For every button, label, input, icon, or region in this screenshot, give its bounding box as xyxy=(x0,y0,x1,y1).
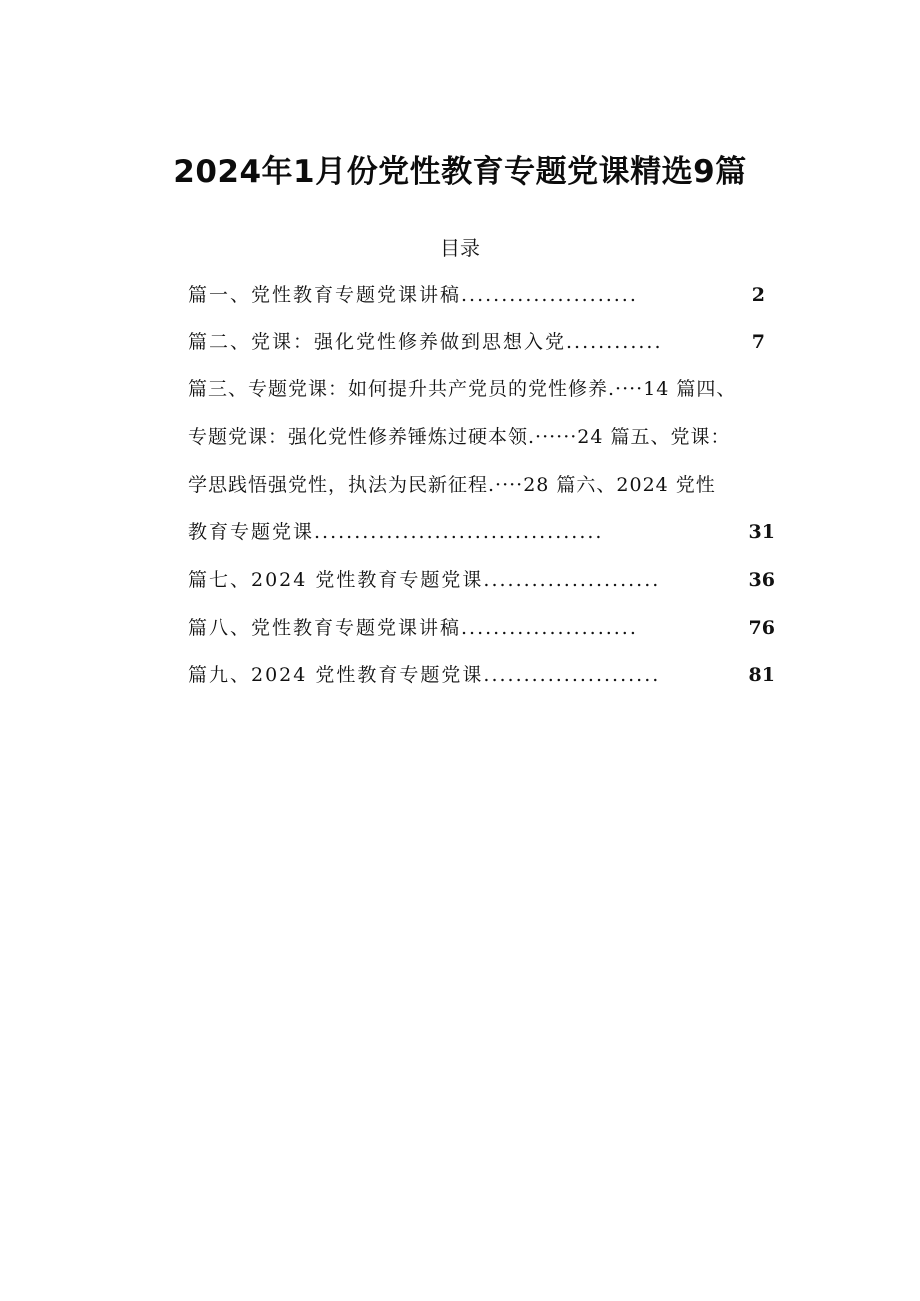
toc-entry-6[interactable] xyxy=(188,510,775,554)
toc-leader-dots: ...................... xyxy=(483,664,661,686)
toc-leader-dots: ...................... xyxy=(461,284,638,306)
toc-entry-text: 专题党课：强化党性修养锤炼过硬本领.······24 篇五、党课： xyxy=(188,426,731,448)
toc-entry-text: 篇九、2024 党性教育专题党课 xyxy=(188,664,484,686)
toc-entry-4[interactable] xyxy=(188,415,731,459)
toc-entry-text: 教育专题党课 xyxy=(188,521,315,543)
document-title: 2024年1月份党性教育专题党课精选9篇 xyxy=(173,154,747,190)
toc-entry-2[interactable] xyxy=(188,320,765,364)
toc-entry-text: 篇三、专题党课：如何提升共产党员的党性修养.····14 篇四、 xyxy=(188,378,737,400)
toc-leader-dots: ...................... xyxy=(483,569,661,591)
toc-heading: 目录 xyxy=(440,236,480,260)
toc-page-number: 7 xyxy=(751,331,765,353)
toc-leader-dots: .................................... xyxy=(314,521,604,543)
toc-entry-text: 篇七、2024 党性教育专题党课 xyxy=(188,569,484,591)
toc-page-number: 2 xyxy=(751,284,765,306)
toc-page-number: 31 xyxy=(748,521,775,543)
toc-entry-text: 篇二、党课：强化党性修养做到思想入党 xyxy=(188,331,567,353)
toc-page-number: 36 xyxy=(748,569,775,591)
toc-entry-5[interactable] xyxy=(188,463,716,507)
toc-leader-dots: ............ xyxy=(566,331,663,353)
toc-entry-9[interactable] xyxy=(188,653,775,697)
toc-entry-8[interactable] xyxy=(188,606,775,650)
toc-page-number: 81 xyxy=(748,664,775,686)
toc-entry-3[interactable] xyxy=(188,367,736,411)
toc-entry-text: 篇八、党性教育专题党课讲稿 xyxy=(188,617,462,639)
toc-leader-dots: ...................... xyxy=(461,617,638,639)
toc-entry-7[interactable] xyxy=(188,558,775,602)
toc-entry-text: 篇一、党性教育专题党课讲稿 xyxy=(188,284,462,306)
toc-entry-text: 学思践悟强党性，执法为民新征程.····28 篇六、2024 党性 xyxy=(188,474,716,496)
toc-entry-1[interactable] xyxy=(188,273,765,317)
toc-page-number: 76 xyxy=(748,617,775,639)
